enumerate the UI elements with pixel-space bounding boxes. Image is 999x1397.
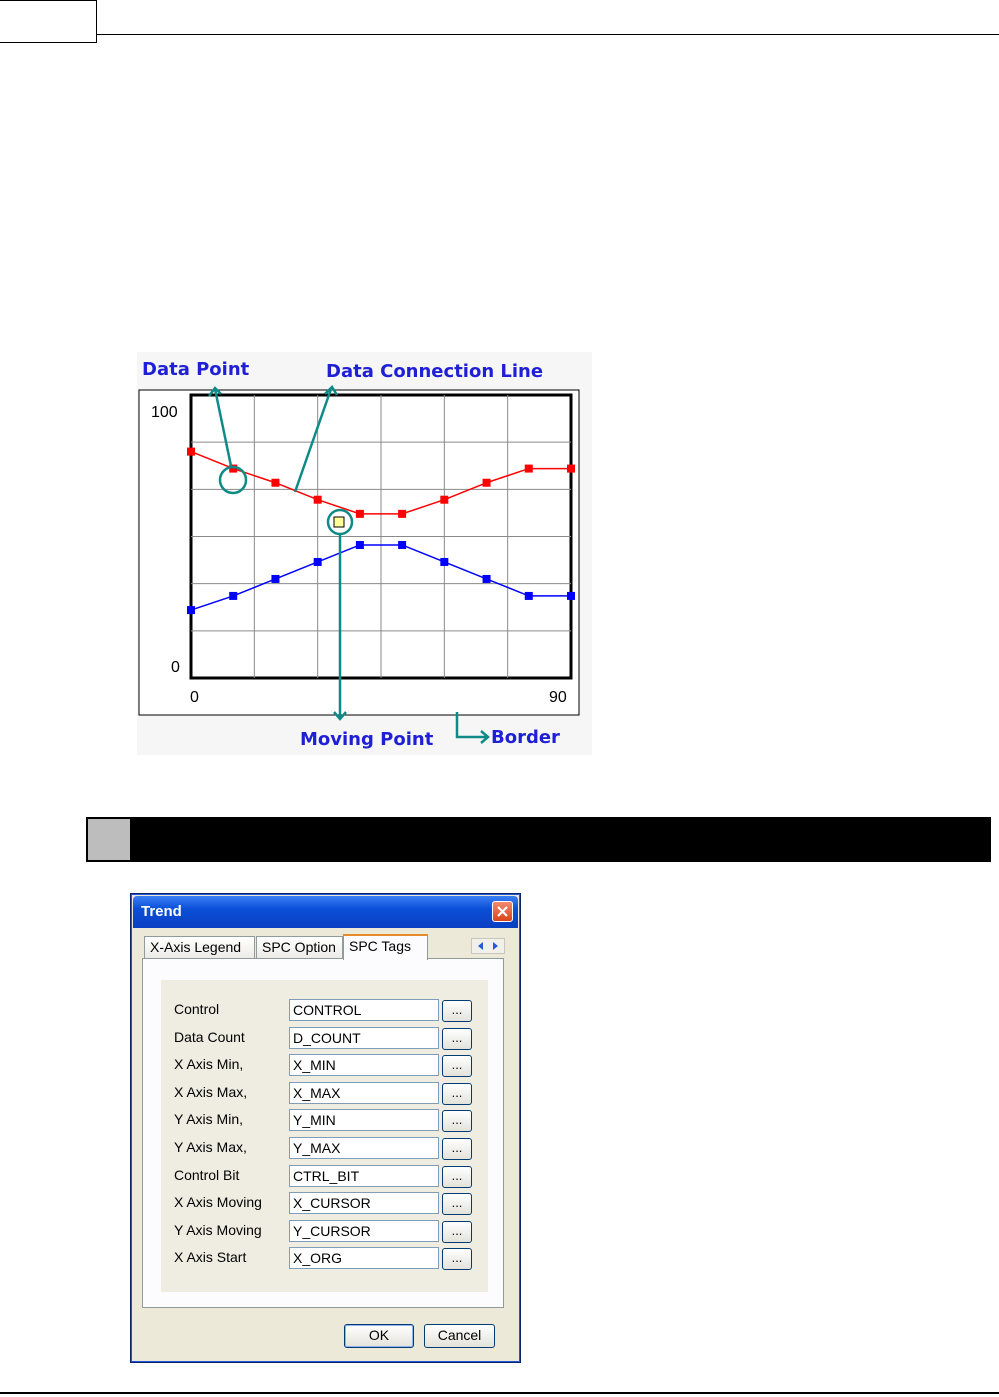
browse-button[interactable]: ... — [442, 1055, 472, 1077]
tag-label: X Axis Min, — [174, 1056, 244, 1073]
browse-button[interactable]: ... — [442, 1110, 472, 1132]
data-point-marker — [187, 606, 195, 614]
tag-label: Data Count — [174, 1028, 245, 1045]
dialog-title: Trend — [141, 903, 182, 920]
close-button[interactable] — [492, 901, 513, 922]
data-point-marker — [440, 558, 448, 566]
data-point-marker — [187, 448, 195, 456]
data-point-marker — [271, 479, 279, 487]
chevron-right-icon[interactable] — [493, 942, 498, 950]
tag-label: Y Axis Moving — [174, 1221, 262, 1238]
tab-spc-tags[interactable]: SPC Tags — [343, 934, 428, 960]
page-number-box — [0, 0, 97, 43]
tag-label: X Axis Start — [174, 1249, 247, 1266]
y-tick-min: 0 — [171, 659, 180, 676]
tag-label: Control — [174, 1001, 220, 1017]
header-rule — [97, 34, 999, 35]
tag-input[interactable]: X_CURSOR — [289, 1192, 439, 1214]
browse-button[interactable]: ... — [442, 1000, 472, 1022]
tag-label: Y Axis Min, — [174, 1111, 243, 1128]
ok-button[interactable]: OK — [344, 1324, 414, 1348]
data-point-marker — [314, 558, 322, 566]
dialog-titlebar[interactable] — [133, 896, 518, 928]
trend-chart-figure — [137, 352, 592, 755]
tag-input[interactable]: X_MAX — [289, 1082, 439, 1104]
data-point-marker — [483, 575, 491, 583]
data-point-marker — [567, 465, 575, 473]
close-icon — [497, 906, 508, 917]
data-point-marker — [525, 592, 533, 600]
tag-group-box — [161, 980, 488, 1292]
cancel-button[interactable]: Cancel — [424, 1324, 495, 1348]
browse-button[interactable]: ... — [442, 1083, 472, 1105]
footer-rule — [0, 1392, 999, 1394]
tag-input[interactable]: D_COUNT — [289, 1027, 439, 1049]
moving-point-marker — [334, 517, 344, 527]
chevron-left-icon[interactable] — [478, 942, 483, 950]
data-point-marker — [525, 465, 533, 473]
tag-label: Y Axis Max, — [174, 1139, 247, 1155]
tag-input[interactable]: CONTROL — [289, 999, 439, 1021]
section-number-square — [88, 819, 130, 860]
annotation-data-point: Data Point — [142, 359, 250, 380]
data-point-marker — [440, 496, 448, 504]
tag-label: Control Bit — [174, 1166, 240, 1183]
tab-scroll-arrows — [471, 938, 505, 954]
x-tick-min: 0 — [190, 689, 199, 706]
annotation-moving-point: Moving Point — [300, 729, 434, 750]
data-point-marker — [356, 541, 364, 549]
tag-label: X Axis Max, — [174, 1083, 248, 1100]
x-tick-max: 90 — [549, 689, 567, 706]
data-point-marker — [314, 496, 322, 504]
data-point-marker — [483, 479, 491, 487]
annotation-data-connection-line: Data Connection Line — [326, 361, 544, 382]
data-point-marker — [567, 592, 575, 600]
browse-button[interactable]: ... — [442, 1028, 472, 1050]
tag-input[interactable]: Y_MAX — [289, 1137, 439, 1159]
browse-button[interactable]: ... — [442, 1221, 472, 1243]
browse-button[interactable]: ... — [442, 1193, 472, 1215]
data-point-marker — [398, 541, 406, 549]
section-heading-bar — [86, 817, 991, 862]
tag-label: X Axis Moving — [174, 1194, 262, 1211]
browse-button[interactable]: ... — [442, 1166, 472, 1188]
annotation-border: Border — [491, 727, 560, 748]
tag-input[interactable]: X_MIN — [289, 1054, 439, 1076]
data-point-marker — [271, 575, 279, 583]
data-point-marker — [356, 510, 364, 518]
tag-input[interactable]: Y_CURSOR — [289, 1220, 439, 1242]
y-tick-max: 100 — [151, 404, 178, 421]
spc-tags-panel — [142, 958, 504, 1308]
browse-button[interactable]: ... — [442, 1138, 472, 1160]
trend-chart-svg — [137, 352, 592, 755]
data-point-marker — [229, 592, 237, 600]
tag-input[interactable]: X_ORG — [289, 1247, 439, 1269]
tag-input[interactable]: Y_MIN — [289, 1109, 439, 1131]
browse-button[interactable]: ... — [442, 1248, 472, 1270]
trend-dialog — [130, 893, 521, 1363]
data-point-marker — [398, 510, 406, 518]
tab-spc-option[interactable]: SPC Option — [256, 936, 343, 958]
tag-input[interactable]: CTRL_BIT — [289, 1165, 439, 1187]
tab-x-axis-legend[interactable]: X-Axis Legend — [144, 936, 255, 958]
